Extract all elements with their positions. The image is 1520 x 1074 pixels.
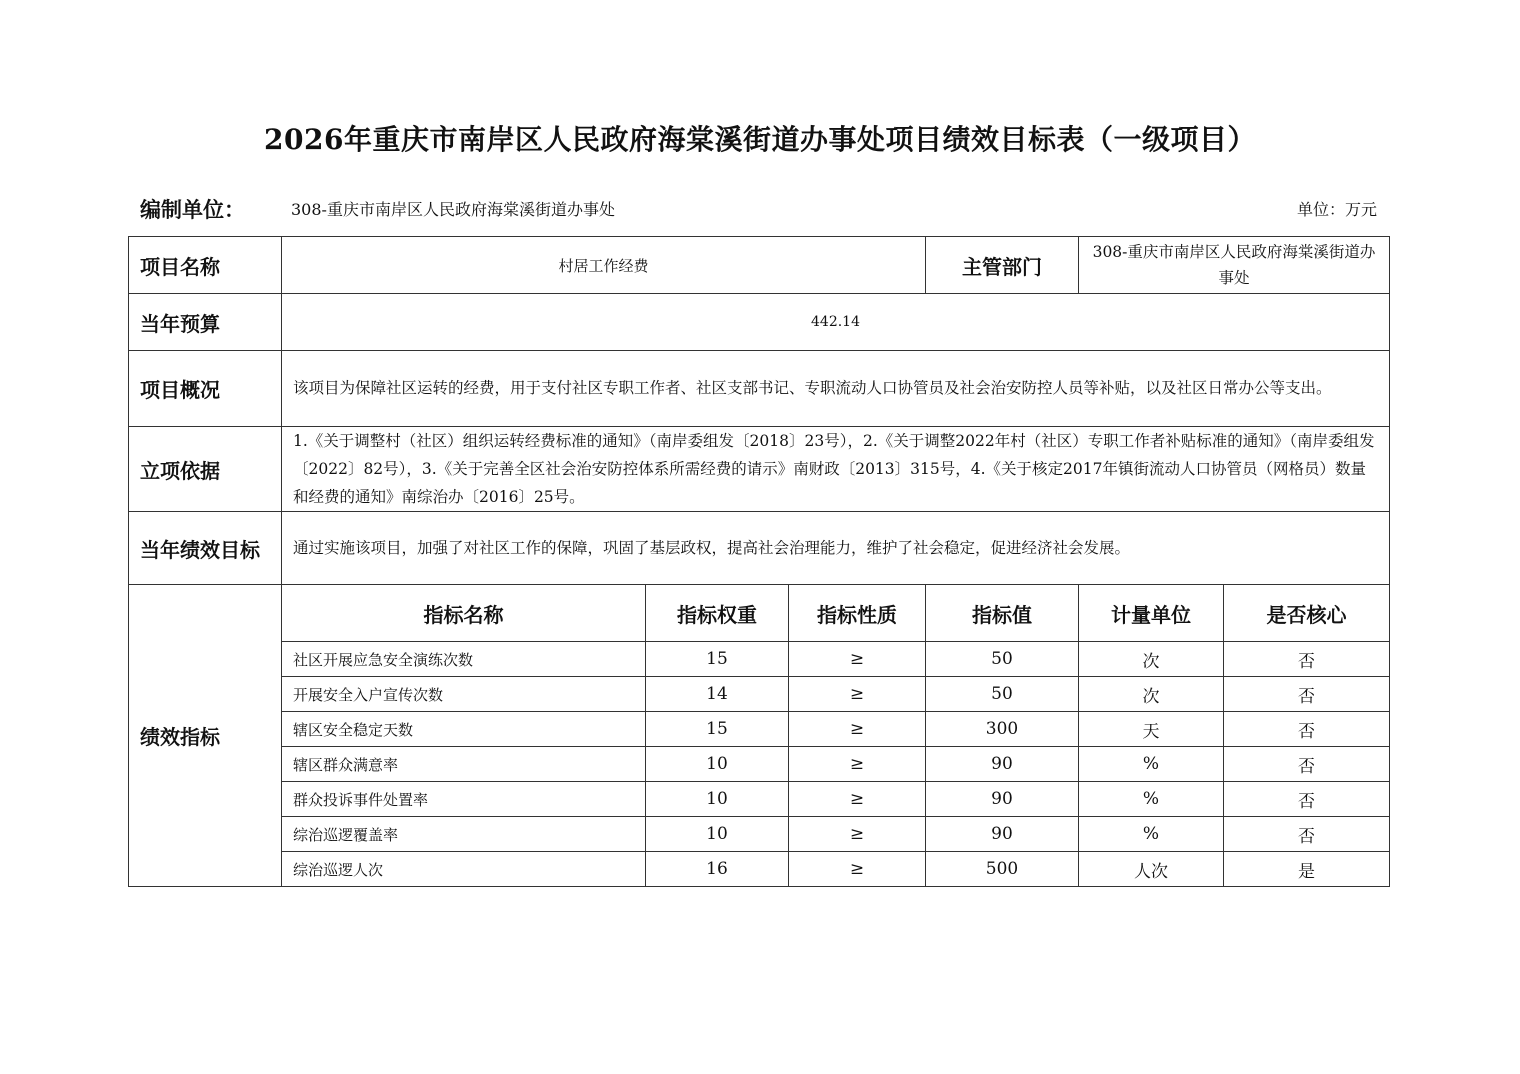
indicator-nature: ≥ [789, 642, 926, 677]
indicator-core: 是 [1224, 852, 1390, 887]
indicator-weight: 10 [646, 817, 789, 852]
indicator-value: 90 [926, 782, 1079, 817]
dept-value: 308-重庆市南岸区人民政府海棠溪街道办事处 [1079, 237, 1390, 294]
indicator-unit: 天 [1079, 712, 1224, 747]
indicator-nature: ≥ [789, 712, 926, 747]
project-name-label: 项目名称 [129, 237, 282, 294]
header-unit: 计量单位 [1079, 585, 1224, 642]
budget-value: 442.14 [282, 294, 1390, 351]
indicator-nature: ≥ [789, 852, 926, 887]
indicator-core: 否 [1224, 782, 1390, 817]
basis-value: 1.《关于调整村（社区）组织运转经费标准的通知》（南岸委组发〔2018〕23号），2.《关于调整2022年村（社区）专职工作者补贴标准的通知》（南岸委组发〔2022〕82号），3.《关于完善全区社会治安防控体系所需经费的请示》南财政〔2013〕315号，4.《关于核定2017年镇街流动人口协管员（网格员）数量和经费的通知》南综治办〔2016〕25号。 [282, 427, 1390, 512]
unit-label: 单位：万元 [1296, 200, 1377, 219]
indicator-value: 90 [926, 817, 1079, 852]
project-name-value: 村居工作经费 [282, 237, 926, 294]
indicator-nature: ≥ [789, 677, 926, 712]
goal-label: 当年绩效目标 [129, 512, 282, 585]
project-name-row [129, 237, 1390, 294]
basis-row [129, 427, 1390, 512]
indicator-name: 综治巡逻人次 [282, 852, 646, 887]
table-row [129, 747, 1390, 782]
org-value: 308-重庆市南岸区人民政府海棠溪街道办事处 [291, 200, 615, 219]
indicator-name: 辖区群众满意率 [282, 747, 646, 782]
table-row [129, 677, 1390, 712]
indicator-unit: 次 [1079, 677, 1224, 712]
indicator-name: 开展安全入户宣传次数 [282, 677, 646, 712]
indicator-weight: 15 [646, 712, 789, 747]
indicator-weight: 15 [646, 642, 789, 677]
table-row [129, 852, 1390, 887]
indicator-unit: 人次 [1079, 852, 1224, 887]
indicator-unit: % [1079, 747, 1224, 782]
indicator-unit: 次 [1079, 642, 1224, 677]
indicator-unit: % [1079, 817, 1224, 852]
basis-label: 立项依据 [129, 427, 282, 512]
indicator-core: 否 [1224, 817, 1390, 852]
indicator-core: 否 [1224, 712, 1390, 747]
performance-table [128, 236, 1390, 887]
indicators-label: 绩效指标 [129, 585, 282, 887]
indicator-core: 否 [1224, 642, 1390, 677]
indicator-name: 辖区安全稳定天数 [282, 712, 646, 747]
indicator-weight: 10 [646, 782, 789, 817]
indicator-value: 50 [926, 642, 1079, 677]
table-row [129, 712, 1390, 747]
indicator-value: 90 [926, 747, 1079, 782]
goal-value: 通过实施该项目，加强了对社区工作的保障，巩固了基层政权，提高社会治理能力，维护了社会稳定，促进经济社会发展。 [282, 512, 1390, 585]
header-nature: 指标性质 [789, 585, 926, 642]
budget-label: 当年预算 [129, 294, 282, 351]
dept-label: 主管部门 [926, 237, 1079, 294]
header-value: 指标值 [926, 585, 1079, 642]
indicator-name: 综治巡逻覆盖率 [282, 817, 646, 852]
indicator-header-row [129, 585, 1390, 642]
page-title: 2026年重庆市南岸区人民政府海棠溪街道办事处项目绩效目标表（一级项目） [264, 123, 1256, 156]
indicator-nature: ≥ [789, 817, 926, 852]
goal-row [129, 512, 1390, 585]
org-label: 编制单位： [140, 197, 245, 222]
table-row [129, 642, 1390, 677]
indicator-nature: ≥ [789, 782, 926, 817]
budget-row [129, 294, 1390, 351]
overview-value: 该项目为保障社区运转的经费，用于支付社区专职工作者、社区支部书记、专职流动人口协管员及社会治安防控人员等补贴，以及社区日常办公等支出。 [282, 351, 1390, 427]
indicator-weight: 10 [646, 747, 789, 782]
indicator-nature: ≥ [789, 747, 926, 782]
indicator-unit: % [1079, 782, 1224, 817]
table-row [129, 817, 1390, 852]
indicator-weight: 14 [646, 677, 789, 712]
header-indicator-name: 指标名称 [282, 585, 646, 642]
header-weight: 指标权重 [646, 585, 789, 642]
indicator-value: 50 [926, 677, 1079, 712]
indicator-core: 否 [1224, 747, 1390, 782]
indicator-name: 社区开展应急安全演练次数 [282, 642, 646, 677]
indicator-name: 群众投诉事件处置率 [282, 782, 646, 817]
overview-label: 项目概况 [129, 351, 282, 427]
indicator-value: 500 [926, 852, 1079, 887]
indicator-core: 否 [1224, 677, 1390, 712]
overview-row [129, 351, 1390, 427]
indicator-weight: 16 [646, 852, 789, 887]
header-core: 是否核心 [1224, 585, 1390, 642]
table-row [129, 782, 1390, 817]
indicator-value: 300 [926, 712, 1079, 747]
